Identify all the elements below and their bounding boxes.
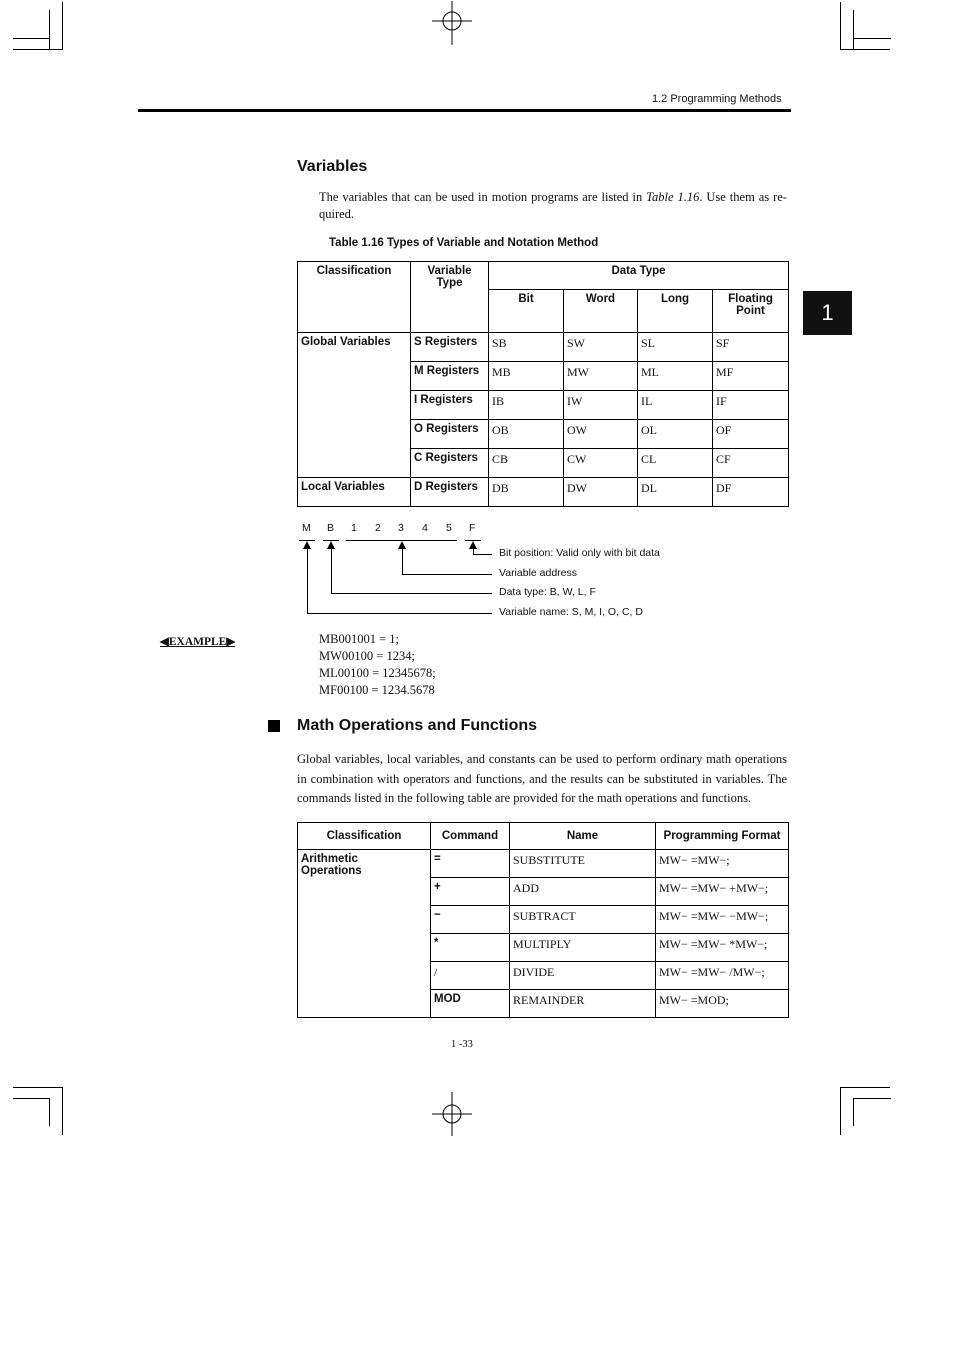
group-local-variables: Local Variables bbox=[298, 478, 411, 507]
leader-line bbox=[402, 574, 492, 575]
diagram-note: Variable name: S, M, I, O, C, D bbox=[499, 606, 643, 618]
cell-type: D Registers bbox=[411, 478, 489, 507]
cell-long: IL bbox=[638, 391, 713, 420]
crop-mark bbox=[49, 1098, 50, 1126]
cell-bit: CB bbox=[489, 449, 564, 478]
diagram-note: Bit position: Valid only with bit data bbox=[499, 547, 660, 559]
crop-mark bbox=[62, 2, 63, 50]
crop-mark bbox=[13, 38, 49, 39]
diagram-letter: 2 bbox=[375, 522, 381, 534]
variables-intro bbox=[319, 189, 787, 223]
cell-format: MW− =MW−; bbox=[656, 850, 789, 878]
header-word: Word bbox=[564, 290, 638, 333]
leader-line bbox=[331, 548, 332, 594]
cell-word: CW bbox=[564, 449, 638, 478]
crop-mark bbox=[13, 1087, 63, 1088]
cell-command: = bbox=[431, 850, 510, 878]
leader-line bbox=[307, 548, 308, 614]
crop-mark bbox=[840, 1087, 890, 1088]
cell-type: C Registers bbox=[411, 449, 489, 478]
crop-mark bbox=[840, 2, 841, 50]
section-title-math: Math Operations and Functions bbox=[297, 717, 538, 734]
group-arithmetic-operations: Arithmetic Operations bbox=[298, 850, 431, 1018]
section-bullet-icon bbox=[268, 720, 280, 732]
chapter-tab: 1 bbox=[803, 291, 852, 335]
paragraph-line: Global variables, local variables, and constants can be used to perform ordinary math operations bbox=[297, 752, 787, 766]
crop-mark bbox=[840, 1087, 841, 1135]
cell-bit: OB bbox=[489, 420, 564, 449]
intro-text: The variables that can be used in motion programs are listed in bbox=[319, 190, 647, 204]
cell-name: DIVIDE bbox=[510, 962, 656, 990]
cell-bit: IB bbox=[489, 391, 564, 420]
diagram-letter: 1 bbox=[351, 522, 357, 534]
leader-line bbox=[402, 548, 403, 575]
diagram-letter: 5 bbox=[446, 522, 452, 534]
example-line: MF00100 = 1234.5678 bbox=[319, 683, 435, 697]
cell-format: MW− =MW− *MW−; bbox=[656, 934, 789, 962]
header-command: Command bbox=[431, 823, 510, 850]
crop-mark bbox=[49, 10, 50, 50]
intro-text: . Use them as re- bbox=[699, 190, 787, 204]
header-rule bbox=[138, 109, 791, 112]
cell-type: M Registers bbox=[411, 362, 489, 391]
example-line: MB001001 = 1; bbox=[319, 632, 399, 646]
cell-command: MOD bbox=[431, 990, 510, 1018]
diagram-letter: F bbox=[469, 522, 476, 534]
cell-bit: DB bbox=[489, 478, 564, 507]
cell-name: ADD bbox=[510, 878, 656, 906]
cell-long: SL bbox=[638, 333, 713, 362]
header-variable-type: Variable Type bbox=[411, 262, 489, 333]
cell-command: / bbox=[431, 962, 510, 990]
cell-float: CF bbox=[713, 449, 789, 478]
header-data-type: Data Type bbox=[489, 262, 789, 290]
table-caption: Table 1.16 Types of Variable and Notation Method bbox=[329, 237, 599, 249]
crop-mark bbox=[62, 1087, 63, 1135]
diagram-letter: B bbox=[327, 522, 335, 534]
cell-long: CL bbox=[638, 449, 713, 478]
cell-command: * bbox=[431, 934, 510, 962]
crop-mark bbox=[853, 1098, 891, 1099]
cell-command: − bbox=[431, 906, 510, 934]
cell-type: S Registers bbox=[411, 333, 489, 362]
cell-command: + bbox=[431, 878, 510, 906]
leader-line bbox=[331, 593, 492, 594]
header-long: Long bbox=[638, 290, 713, 333]
crop-mark bbox=[853, 38, 891, 39]
running-header: 1.2 Programming Methods bbox=[652, 93, 782, 105]
crop-mark bbox=[13, 49, 63, 50]
registration-mark bbox=[432, 1092, 472, 1136]
cell-format: MW− =MW− −MW−; bbox=[656, 906, 789, 934]
section-title-variables: Variables bbox=[297, 158, 368, 175]
paragraph-line: in combination with operators and functions, and the results can be substituted in variables. The bbox=[297, 771, 787, 786]
diagram-note: Variable address bbox=[499, 567, 578, 579]
cell-word: OW bbox=[564, 420, 638, 449]
cell-word: MW bbox=[564, 362, 638, 391]
cell-type: O Registers bbox=[411, 420, 489, 449]
crop-mark bbox=[840, 49, 890, 50]
cell-name: MULTIPLY bbox=[510, 934, 656, 962]
intro-text: quired. bbox=[319, 207, 355, 221]
table-row bbox=[298, 850, 789, 878]
crop-mark bbox=[13, 1098, 49, 1099]
diagram-letter: M bbox=[302, 522, 311, 534]
header-classification: Classification bbox=[298, 262, 411, 333]
variables-table bbox=[297, 261, 789, 507]
group-global-variables: Global Variables bbox=[298, 333, 411, 478]
table-reference: Table 1.16 bbox=[646, 190, 700, 204]
cell-float: IF bbox=[713, 391, 789, 420]
cell-float: SF bbox=[713, 333, 789, 362]
diagram-letter: 4 bbox=[422, 522, 428, 534]
cell-bit: MB bbox=[489, 362, 564, 391]
diagram-letter: 3 bbox=[398, 522, 404, 534]
example-line: MW00100 = 1234; bbox=[319, 649, 415, 663]
crop-mark bbox=[853, 1098, 854, 1126]
math-table bbox=[297, 822, 789, 1018]
cell-format: MW− =MOD; bbox=[656, 990, 789, 1018]
cell-word: DW bbox=[564, 478, 638, 507]
header-bit: Bit bbox=[489, 290, 564, 333]
crop-mark bbox=[853, 10, 854, 50]
cell-float: DF bbox=[713, 478, 789, 507]
header-floating-point: Floating Point bbox=[713, 290, 789, 333]
cell-name: SUBSTITUTE bbox=[510, 850, 656, 878]
example-line: ML00100 = 12345678; bbox=[319, 666, 436, 680]
cell-float: MF bbox=[713, 362, 789, 391]
header-programming-format: Programming Format bbox=[656, 823, 789, 850]
paragraph-line: commands listed in the following table are provided for the math operations and functions. bbox=[297, 791, 752, 805]
leader-line bbox=[307, 613, 492, 614]
header-classification: Classification bbox=[298, 823, 431, 850]
leader-line bbox=[473, 554, 492, 555]
cell-long: DL bbox=[638, 478, 713, 507]
cell-word: IW bbox=[564, 391, 638, 420]
math-paragraph bbox=[297, 750, 787, 809]
cell-word: SW bbox=[564, 333, 638, 362]
cell-long: OL bbox=[638, 420, 713, 449]
cell-name: SUBTRACT bbox=[510, 906, 656, 934]
page-number: 1 -33 bbox=[451, 1039, 473, 1050]
table-row bbox=[298, 333, 789, 362]
diagram-note: Data type: B, W, L, F bbox=[499, 586, 596, 598]
cell-float: OF bbox=[713, 420, 789, 449]
cell-format: MW− =MW− +MW−; bbox=[656, 878, 789, 906]
table-row bbox=[298, 478, 789, 507]
header-name: Name bbox=[510, 823, 656, 850]
example-tag: ◀EXAMPLE▶ bbox=[160, 636, 236, 648]
cell-bit: SB bbox=[489, 333, 564, 362]
cell-long: ML bbox=[638, 362, 713, 391]
registration-mark bbox=[432, 1, 472, 45]
cell-name: REMAINDER bbox=[510, 990, 656, 1018]
cell-type: I Registers bbox=[411, 391, 489, 420]
cell-format: MW− =MW− /MW−; bbox=[656, 962, 789, 990]
